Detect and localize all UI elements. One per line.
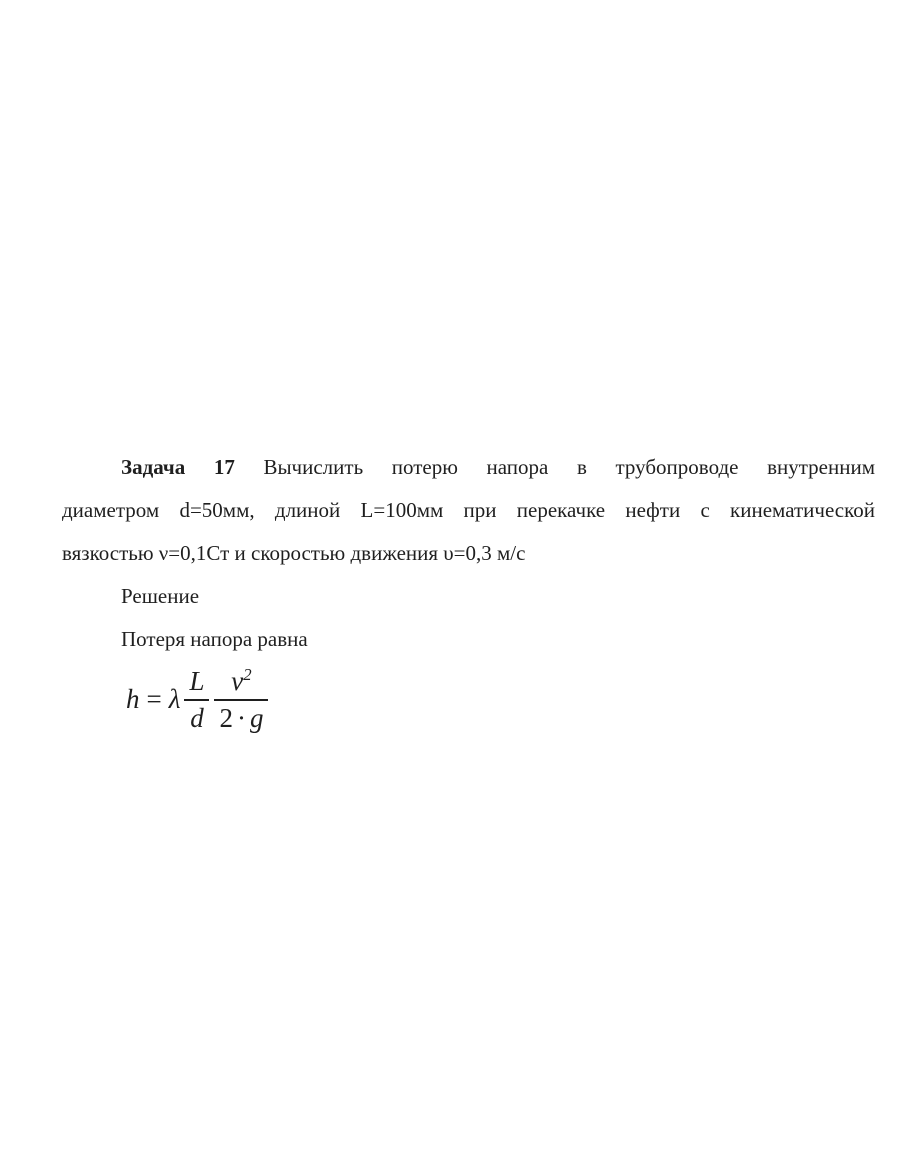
- head-loss-formula: [126, 665, 268, 734]
- formula-lhs-h: h: [126, 684, 140, 714]
- solution-intro: Потеря напора равна: [121, 627, 308, 651]
- multiplication-dot: ·: [236, 703, 246, 733]
- text-block: [62, 446, 875, 734]
- fraction-denominator-2g: [214, 701, 268, 734]
- formula-equals-sign: =: [146, 684, 162, 714]
- fraction-denominator-d: d: [190, 703, 204, 733]
- velocity-symbol: v: [231, 666, 244, 696]
- fraction-L-over-d: [184, 665, 209, 734]
- problem-statement-text: Вычислить потерю напора в трубопроводе внутренним: [263, 455, 875, 479]
- solution-heading: Решение: [121, 584, 200, 608]
- exponent-2: 2: [243, 665, 252, 684]
- gravity-symbol: g: [249, 703, 264, 733]
- problem-statement-line-3: вязкостью ν=0,1Ст и скоростью движения υ=0,3 м/с: [62, 541, 526, 565]
- problem-number: Задача 17: [121, 455, 235, 479]
- problem-statement-line-1: [62, 446, 875, 489]
- fraction-numerator-v-squared: [214, 665, 268, 701]
- fraction-v2-over-2g: [214, 665, 268, 734]
- coefficient-2: 2: [219, 703, 233, 733]
- formula-lambda: λ: [168, 684, 181, 714]
- fraction-numerator-L: L: [184, 665, 209, 701]
- problem-statement-line-2: диаметром d=50мм, длиной L=100мм при перекачке нефти с кинематической: [62, 498, 875, 522]
